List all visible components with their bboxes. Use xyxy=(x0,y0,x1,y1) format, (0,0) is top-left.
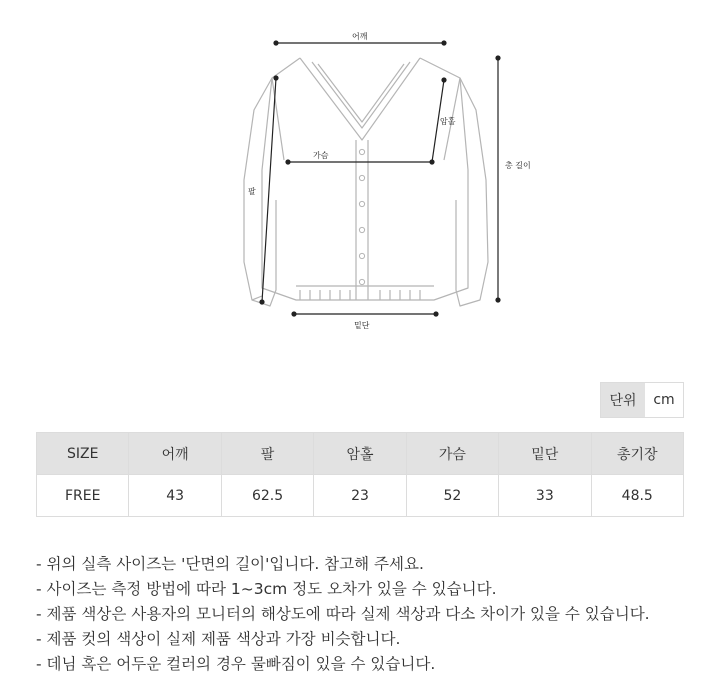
shoulder-label: 어깨 xyxy=(352,32,368,41)
unit-indicator xyxy=(600,382,684,418)
button-4 xyxy=(359,227,364,232)
header-sleeve: 팔 xyxy=(221,433,313,475)
garment-placket xyxy=(356,140,368,300)
cell-sleeve: 62.5 xyxy=(221,475,313,517)
cell-hem: 33 xyxy=(499,475,591,517)
button-5 xyxy=(359,253,364,258)
header-total-length: 총기장 xyxy=(591,433,683,475)
table-row xyxy=(37,475,684,517)
button-2 xyxy=(359,175,364,180)
size-table xyxy=(36,432,684,517)
button-1 xyxy=(359,149,364,154)
garment-right-sleeve xyxy=(456,78,488,306)
header-hem: 밑단 xyxy=(499,433,591,475)
cell-armhole: 23 xyxy=(314,475,406,517)
note-line: - 위의 실측 사이즈는 '단면의 길이'입니다. 참고해 주세요. xyxy=(36,555,424,573)
cell-total-length: 48.5 xyxy=(591,475,683,517)
garment-body xyxy=(262,58,468,300)
header-chest: 가슴 xyxy=(406,433,498,475)
size-notes xyxy=(36,552,706,677)
header-armhole: 암홀 xyxy=(314,433,406,475)
unit-label: 단위 xyxy=(601,383,645,417)
hem-label: 밑단 xyxy=(354,321,370,330)
unit-value: cm xyxy=(645,383,683,417)
total-length-label: 총 길이 xyxy=(505,161,531,170)
sleeve-label: 팔 xyxy=(248,187,256,196)
sleeve-measure-line xyxy=(262,78,276,302)
cell-size: FREE xyxy=(37,475,129,517)
size-table-header-row xyxy=(37,433,684,475)
note-line: - 제품 컷의 색상이 실제 제품 색상과 가장 비슷합니다. xyxy=(36,630,401,648)
header-size: SIZE xyxy=(37,433,129,475)
header-shoulder: 어깨 xyxy=(129,433,221,475)
armhole-label: 암홀 xyxy=(440,117,456,126)
chest-label: 가슴 xyxy=(313,151,329,160)
cell-shoulder: 43 xyxy=(129,475,221,517)
button-6 xyxy=(359,279,364,284)
note-line: - 제품 색상은 사용자의 모니터의 해상도에 따라 실제 색상과 다소 차이가 있을 수 있습니다. xyxy=(36,605,650,623)
note-line: - 데님 혹은 어두운 컬러의 경우 물빠짐이 있을 수 있습니다. xyxy=(36,655,436,673)
cell-chest: 52 xyxy=(406,475,498,517)
note-line: - 사이즈는 측정 방법에 따라 1~3cm 정도 오차가 있을 수 있습니다. xyxy=(36,580,497,598)
button-3 xyxy=(359,201,364,206)
